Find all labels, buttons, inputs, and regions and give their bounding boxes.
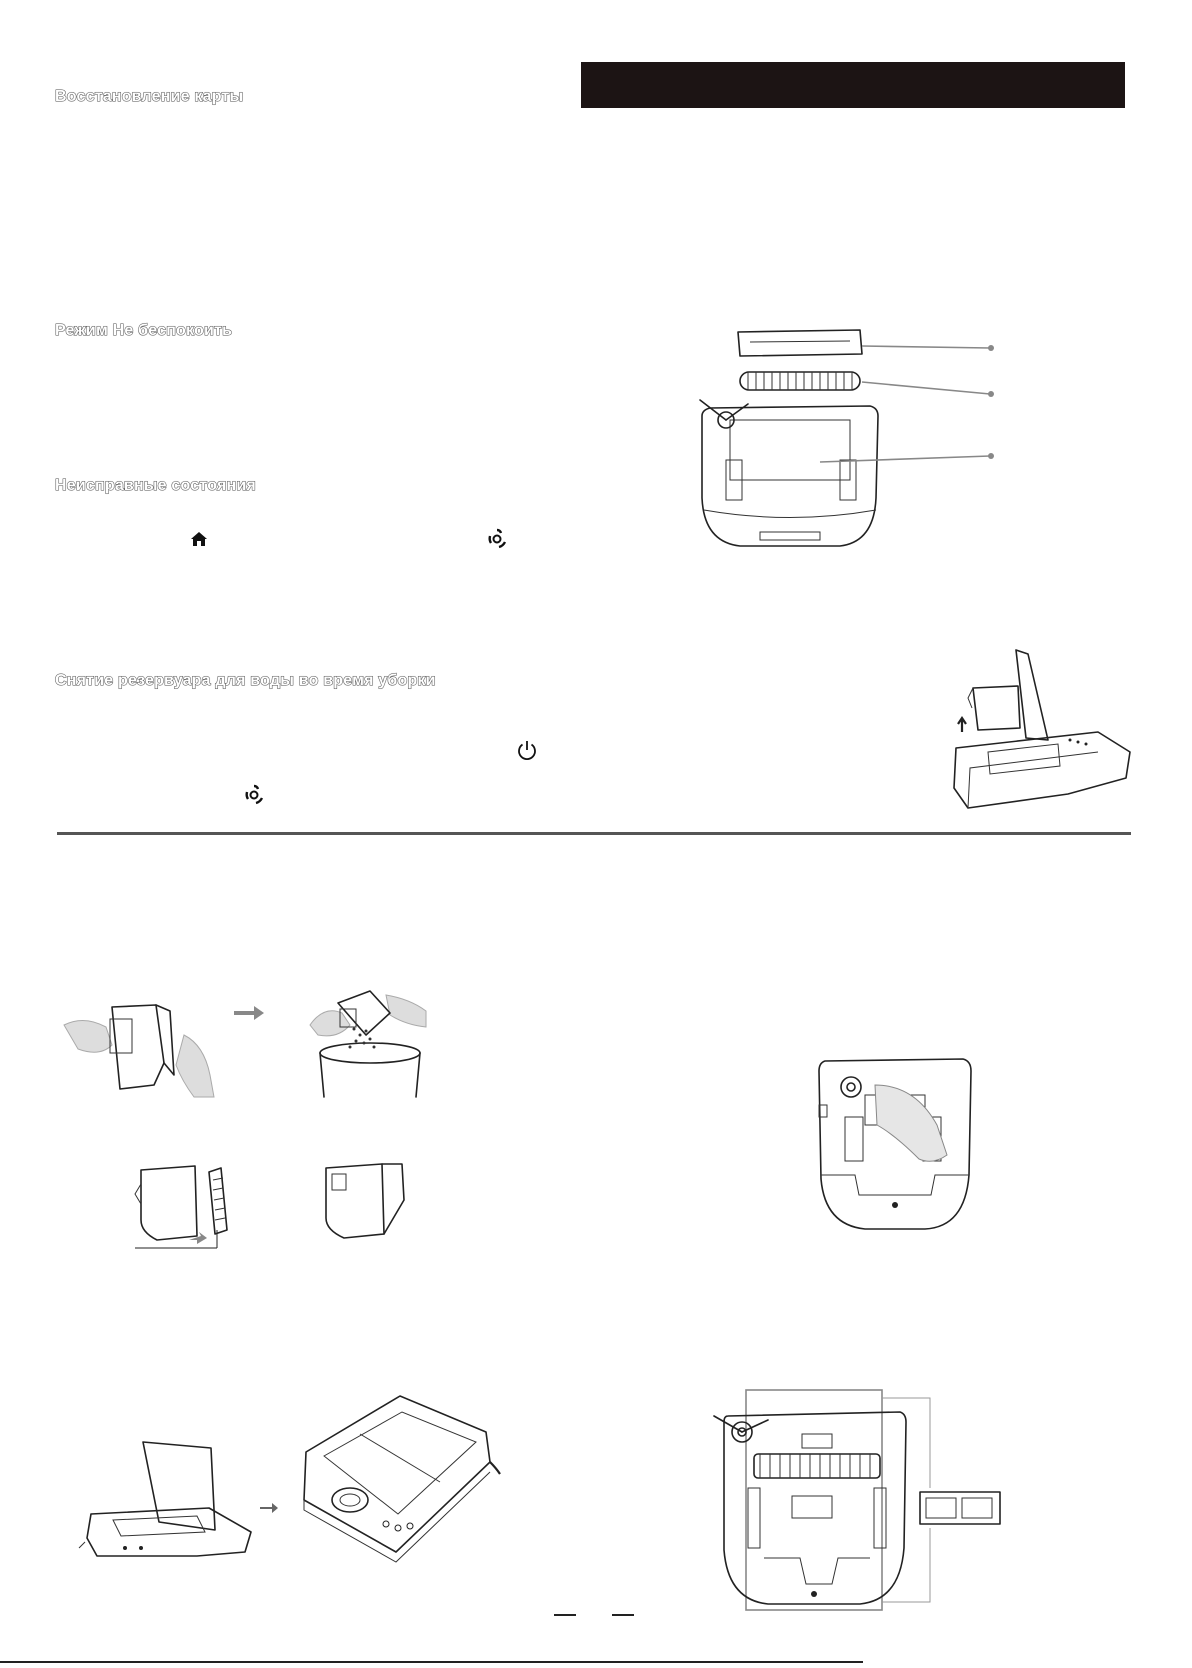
water-tank-removal-illustration — [948, 648, 1138, 818]
page-number-mark — [554, 1614, 576, 1616]
dustbin-assembled-illustration — [322, 1160, 412, 1240]
dustbin-open-illustration — [64, 985, 214, 1100]
page-number-mark — [612, 1614, 634, 1616]
header-bar — [581, 62, 1125, 108]
fan-icon — [486, 528, 508, 550]
heading-fault-states: Неисправные состояния — [55, 477, 256, 494]
heading-do-not-disturb: Режим Не беспокоить — [55, 322, 233, 339]
fan-icon — [243, 784, 265, 806]
power-icon — [516, 739, 538, 761]
robot-underside-mop-illustration — [710, 1388, 1010, 1614]
heading-tank-removal: Снятие резервуара для воды во время уборки — [55, 672, 436, 689]
mop-lid-open-illustration — [85, 1438, 255, 1558]
brush-assembly-diagram — [690, 320, 1030, 560]
page-bottom-rule — [0, 1661, 863, 1663]
section-divider — [57, 832, 1131, 835]
dustbin-filter-removed-illustration — [135, 1160, 235, 1250]
heading-map-restore: Восстановление карты — [55, 88, 244, 105]
home-icon — [190, 531, 208, 547]
robot-bottom-cleaning-illustration — [815, 1055, 975, 1233]
robot-top-illustration — [300, 1392, 500, 1564]
dustbin-empty-illustration — [310, 985, 430, 1100]
arrow-right-icon — [260, 1503, 278, 1513]
arrow-right-icon — [234, 1006, 264, 1020]
